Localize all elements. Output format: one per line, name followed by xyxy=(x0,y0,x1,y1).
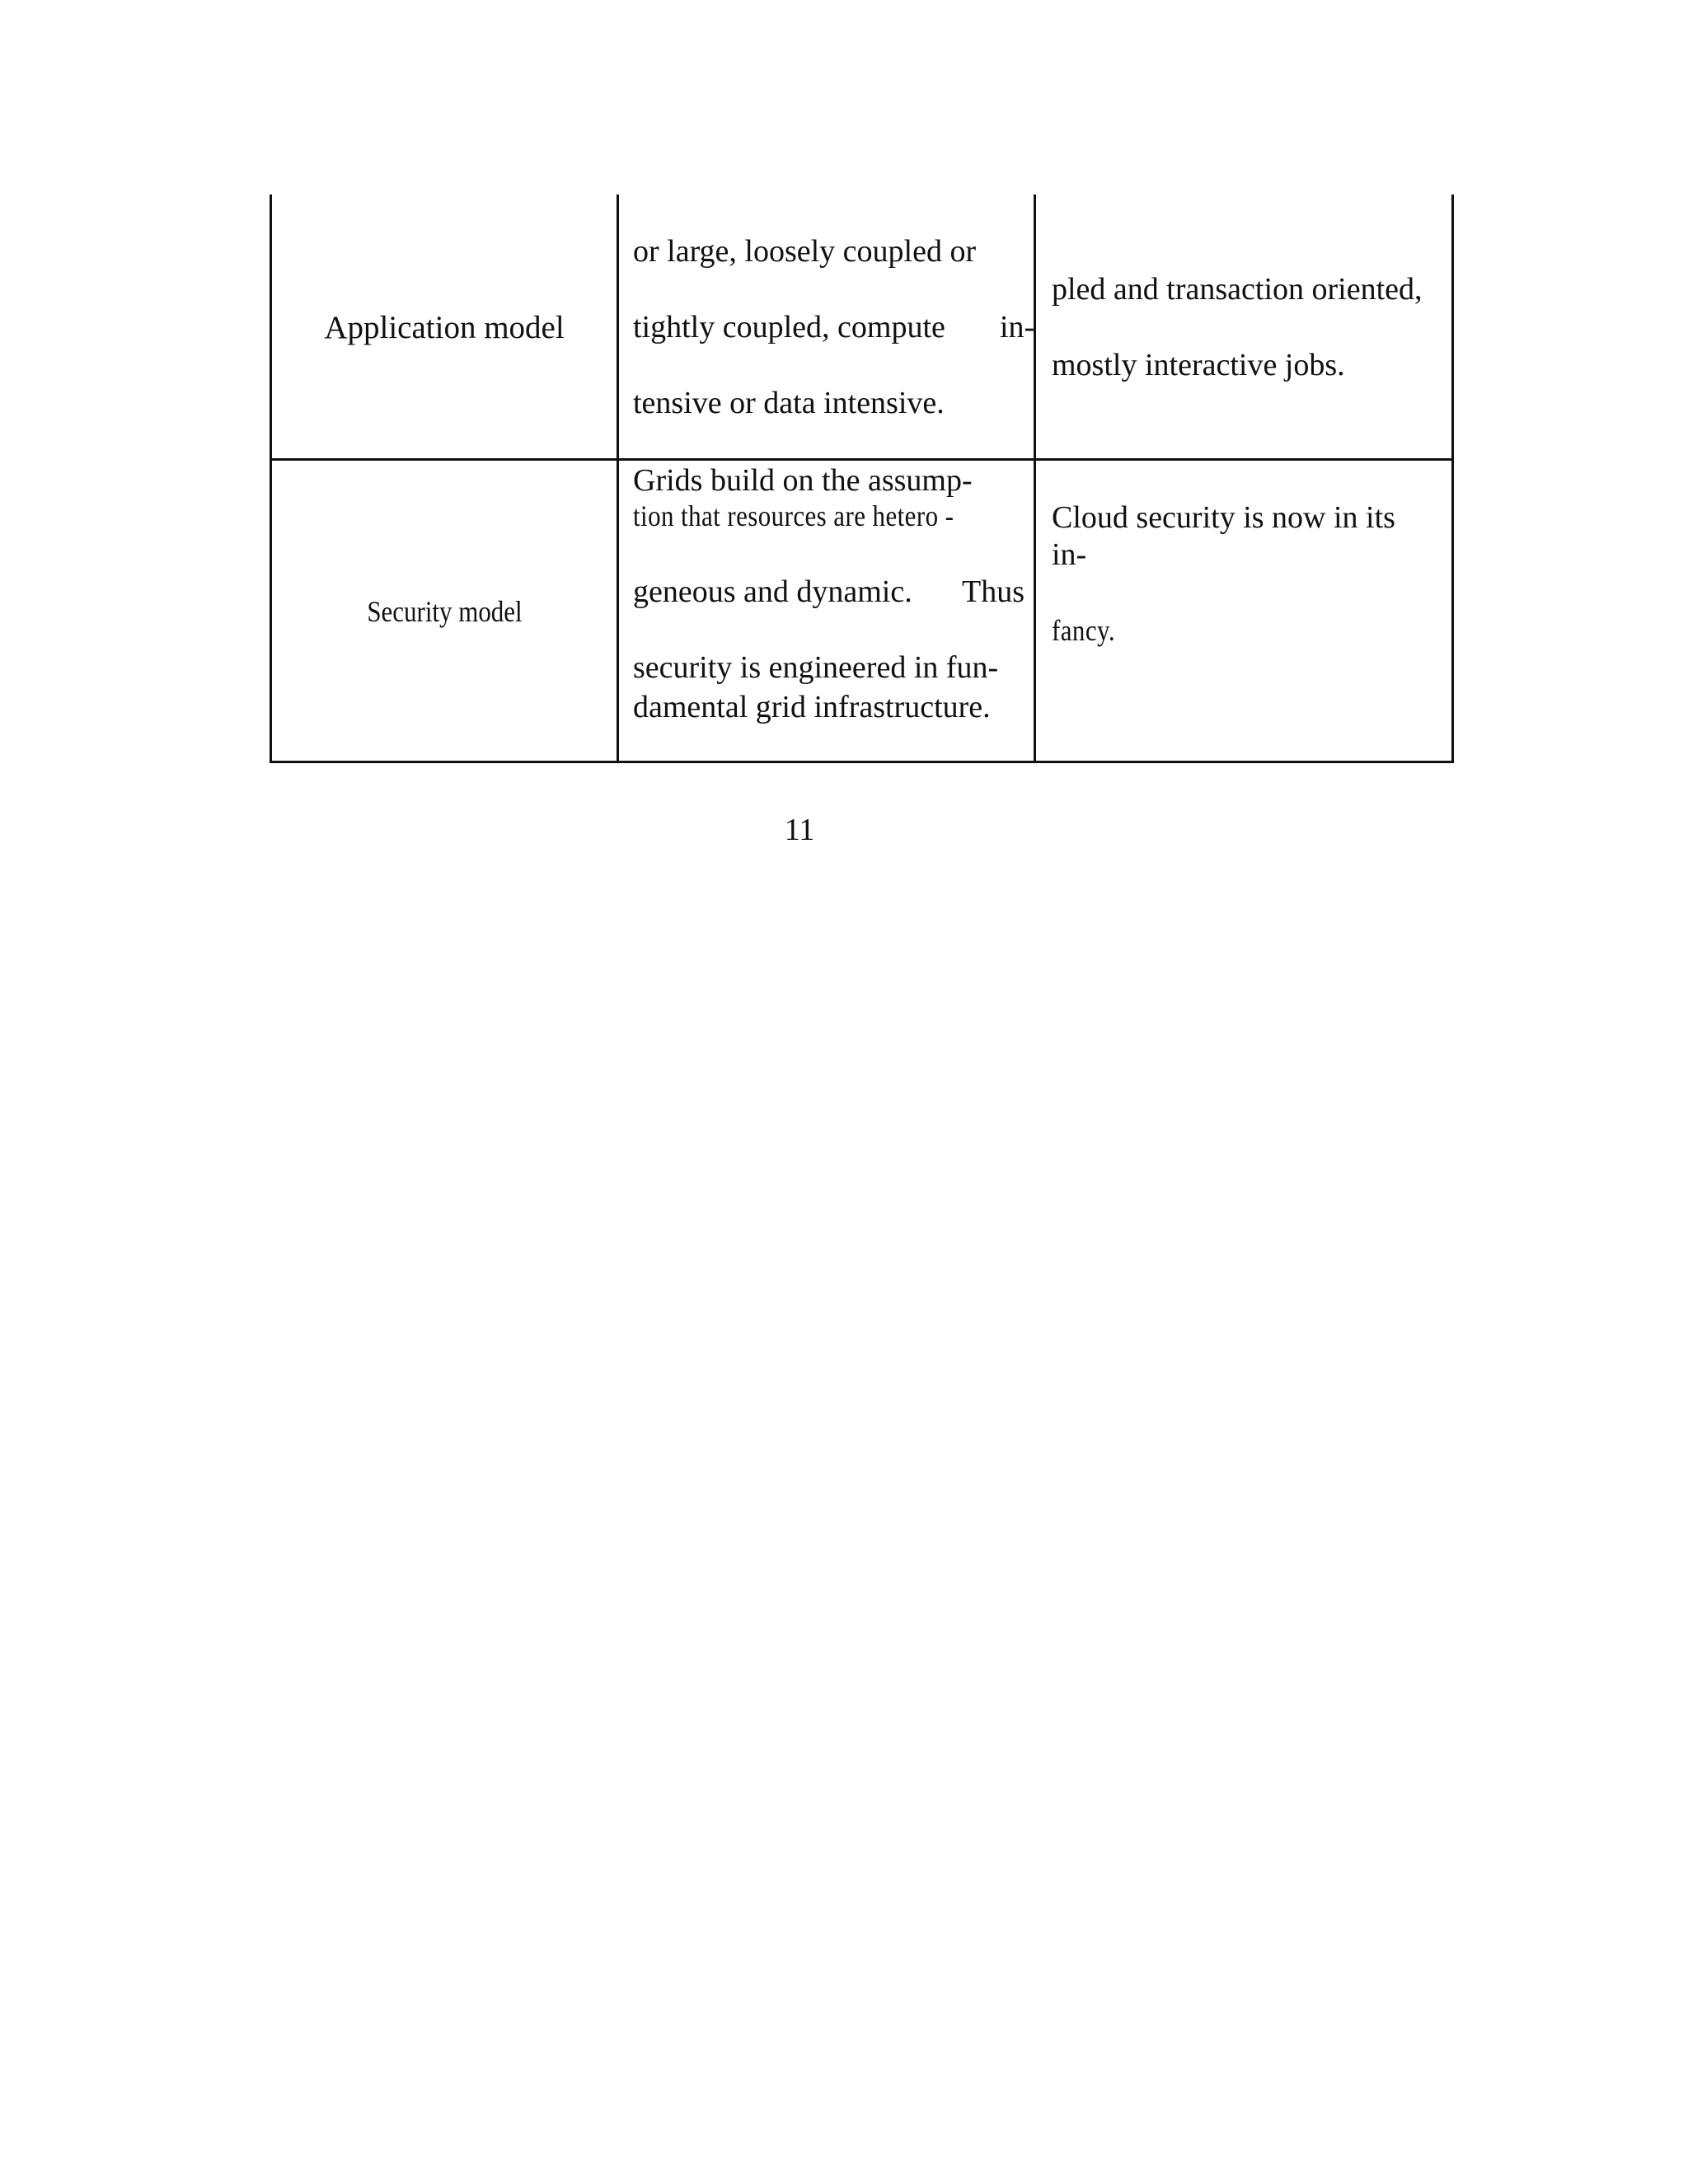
cell-text-line: fancy. xyxy=(1052,614,1116,647)
cell-text-line: Thus xyxy=(962,574,1025,609)
row-label-cell xyxy=(272,194,617,460)
table-row xyxy=(270,194,1454,460)
grid-cell xyxy=(619,194,1034,460)
cloud-cell xyxy=(1036,460,1451,763)
comparison-table xyxy=(270,194,1454,763)
cell-text-line: in- xyxy=(1000,310,1035,344)
cell-text-line: tensive or data intensive. xyxy=(633,386,945,420)
row-label: Security model xyxy=(366,595,523,628)
cell-text-line: pled and transaction oriented, xyxy=(1052,272,1423,307)
grid-cell xyxy=(619,460,1034,763)
row-label-cell xyxy=(272,460,617,763)
cell-text-line: security is engineered in fun- xyxy=(633,650,999,685)
cloud-cell xyxy=(1036,194,1451,460)
cell-text-line: tion that resources are hetero - xyxy=(633,499,954,532)
cell-text-line: mostly interactive jobs. xyxy=(1052,348,1345,382)
cell-text-line: Grids build on the assump- xyxy=(633,463,973,498)
cell-text-line: in- xyxy=(1052,537,1087,572)
cell-text-line: geneous and dynamic. xyxy=(633,574,912,609)
cell-text-line: or large, loosely coupled or xyxy=(633,234,977,269)
row-label: Application model xyxy=(324,309,565,345)
cell-text-line: damental grid infrastructure. xyxy=(633,690,991,724)
cell-text-line: tightly coupled, compute xyxy=(633,310,945,344)
page-number: 11 xyxy=(784,813,815,847)
cell-text-line: Cloud security is now in its xyxy=(1052,500,1395,535)
table-row xyxy=(270,460,1454,763)
